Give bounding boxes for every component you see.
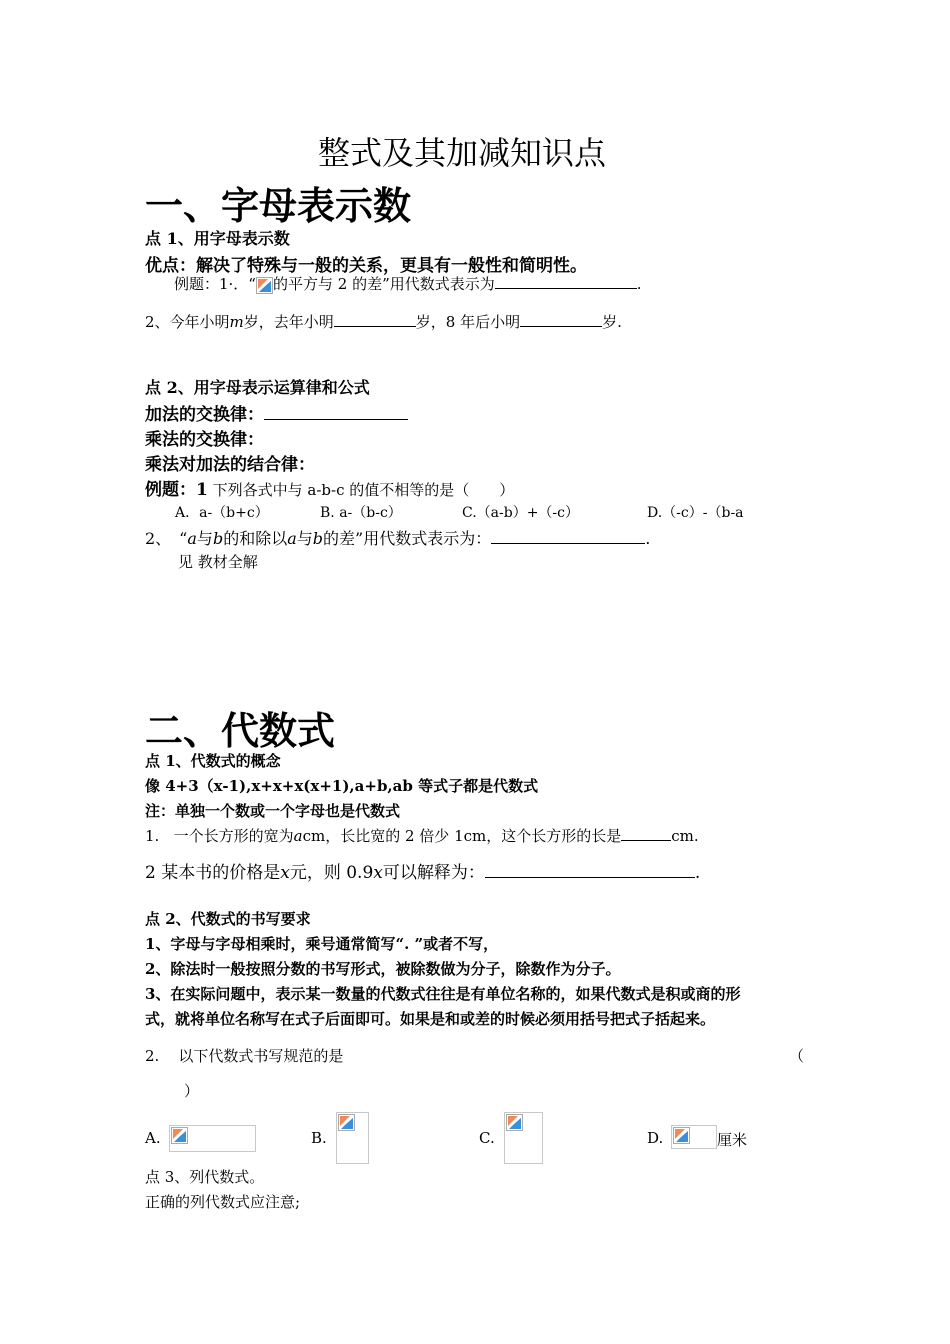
s2-question-3 [145, 1045, 343, 1066]
option-d: D.（-c）-（b-a [647, 505, 744, 521]
rule-3-line-2: 式，就将单位名称写在式子后面即可。如果是和或差的时候必须用括号把式子括起来。 [145, 1010, 716, 1028]
broken-image-icon [171, 1127, 188, 1144]
see-textbook: 见 教材全解 [178, 553, 258, 571]
advantage-text: 优点：解决了特殊与一般的关系，更具有一般性和简明性。 [145, 256, 587, 276]
s2-point-2-title: 点 2、代数式的书写要求 [145, 910, 311, 928]
law-addition [145, 400, 408, 425]
q1-text-c: cm. [671, 827, 699, 845]
period: . [636, 275, 642, 293]
period: . [694, 863, 701, 883]
image-option-b[interactable] [336, 1112, 369, 1164]
answer-blank[interactable] [491, 529, 645, 544]
paren-left: （ [789, 1047, 805, 1065]
broken-image-icon [256, 277, 273, 294]
example-1 [174, 273, 642, 294]
broken-image-icon [506, 1114, 523, 1131]
q2-text-a: 2 某本书的价格是 [145, 863, 281, 883]
image-option-a-label: A. [145, 1129, 161, 1147]
s2-point-1-title: 点 1、代数式的概念 [145, 752, 281, 770]
q-number: 2. [145, 1047, 160, 1065]
example-2 [145, 311, 622, 332]
law-distributive: 乘法对加法的结合律： [145, 455, 315, 475]
q2-text-b: 与 [196, 529, 213, 548]
answer-blank[interactable] [495, 274, 637, 289]
broken-image-icon [338, 1114, 355, 1131]
paren-right: ） [184, 1082, 200, 1100]
q2-text-a: 2、 “ [145, 529, 188, 548]
broken-image-icon [673, 1127, 690, 1144]
option-a: A．a-（b+c） [175, 505, 269, 521]
variable-b: b [312, 529, 324, 548]
s2-point-3-title: 点 3、列代数式。 [145, 1168, 265, 1186]
answer-blank[interactable] [334, 312, 416, 327]
example-1-suffix: 的平方与 2 的差”用代数式表示为 [272, 275, 495, 293]
image-option-d[interactable] [671, 1125, 717, 1149]
law-multiplication: 乘法的交换律： [145, 430, 264, 450]
document-title: 整式及其加减知识点 [318, 134, 607, 172]
q3-text: 以下代数式书写规范的是 [178, 1047, 344, 1065]
q2-text-b: 元，则 0.9 [289, 863, 374, 883]
variable-b: b [212, 529, 224, 548]
example-2-text-c: 岁，8 年后小明 [415, 313, 521, 331]
q1-text-a: 一个长方形的宽为 [173, 827, 294, 845]
section-heading-1: 一、字母表示数 [145, 183, 412, 228]
image-option-b-label: B. [311, 1129, 327, 1147]
example-2-text-b: 岁，去年小明 [243, 313, 334, 331]
example-1-prefix: 例题：1·．“ [174, 275, 256, 293]
answer-blank[interactable] [264, 405, 408, 420]
s2-point-3-note: 正确的列代数式应注意; [145, 1193, 301, 1211]
answer-blank[interactable] [520, 312, 602, 327]
option-b: B. a-（b-c） [320, 505, 402, 521]
variable-m: m [229, 313, 244, 331]
example-2-text-d: 岁. [602, 313, 622, 331]
variable-x: x [280, 863, 290, 883]
variable-a: a [287, 529, 297, 548]
question-2 [145, 526, 650, 549]
s2-point-1-note: 注：单独一个数或一个字母也是代数式 [145, 802, 401, 820]
example-label: 例题：1 [145, 480, 208, 500]
image-option-c-label: C. [479, 1129, 495, 1147]
option-c: C.（a-b）+（-c） [462, 505, 580, 521]
variable-a: a [187, 529, 197, 548]
image-option-c[interactable] [504, 1112, 543, 1164]
q2-text-d: 与 [296, 529, 313, 548]
example-question-1 [145, 475, 514, 500]
example-question-text: 下列各式中与 a-b-c 的值不相等的是（ ） [212, 481, 515, 499]
s2-point-1-example: 像 4+3（x-1),x+x+x(x+1),a+b,ab 等式子都是代数式 [145, 777, 539, 795]
q2-text-e: 的差”用代数式表示为： [323, 529, 492, 548]
answer-blank[interactable] [621, 826, 671, 841]
answer-blank[interactable] [485, 863, 695, 878]
rule-2: 2、除法时一般按照分数的书写形式，被除数做为分子，除数作为分子。 [145, 960, 621, 978]
rule-3-line-1: 3、在实际问题中，表示某一数量的代数式往往是有单位名称的，如果代数式是积或商的形 [145, 985, 741, 1003]
section-heading-2: 二、代数式 [145, 708, 336, 753]
variable-a: a [293, 827, 303, 845]
q1-text-b: cm，长比宽的 2 倍少 1cm，这个长方形的长是 [302, 827, 622, 845]
rule-1: 1、字母与字母相乘时，乘号通常简写“. ”或者不写， [145, 935, 499, 953]
law-addition-label: 加法的交换律： [145, 405, 264, 425]
s2-question-1 [145, 825, 699, 846]
option-d-unit: 厘米 [717, 1131, 748, 1149]
image-option-a[interactable] [169, 1125, 256, 1152]
q2-text-c: 的和除以 [223, 529, 288, 548]
s2-question-2 [145, 858, 700, 883]
period: . [645, 529, 651, 548]
variable-x: x [373, 863, 383, 883]
point-2-title: 点 2、用字母表示运算律和公式 [145, 378, 370, 397]
image-option-d-label: D. [647, 1129, 664, 1147]
q2-text-c: 可以解释为： [382, 863, 485, 883]
example-2-text-a: 2、今年小明 [145, 313, 230, 331]
point-1-title: 点 1、用字母表示数 [145, 229, 290, 248]
q-number: 1. [145, 827, 160, 845]
